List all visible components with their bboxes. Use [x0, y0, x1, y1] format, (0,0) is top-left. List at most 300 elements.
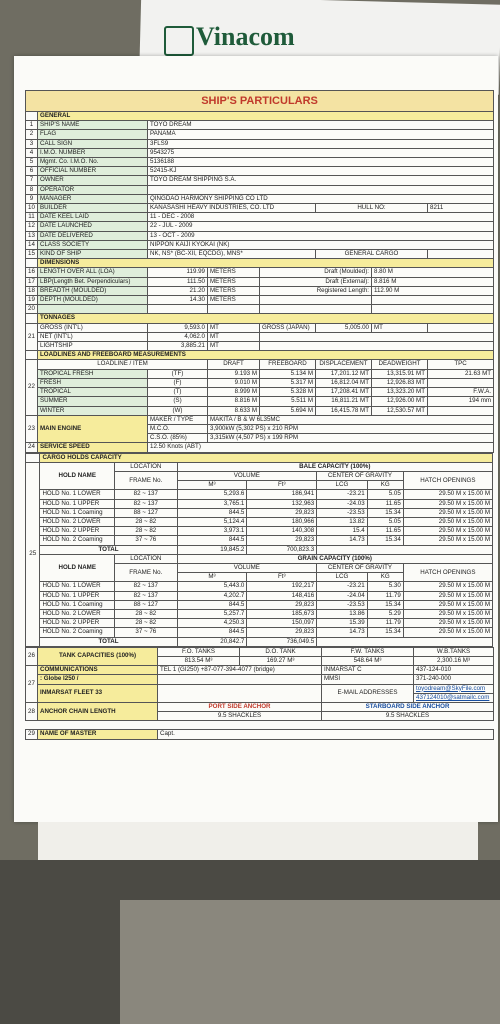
- field-label: CLASS SOCIETY: [38, 240, 148, 249]
- m3-value: 5,257.7: [177, 609, 247, 618]
- loadline-value: 17,201.12 MT: [316, 369, 372, 378]
- row-number: 23: [26, 415, 38, 443]
- section-dimensions: DIMENSIONS: [38, 259, 494, 268]
- general-row: [26, 148, 494, 157]
- kg-value: 11.65: [367, 527, 403, 536]
- kg-value: 15.34: [367, 628, 403, 637]
- row-number: 3: [26, 139, 38, 148]
- loadline-value: 16,812.04 MT: [316, 378, 372, 387]
- loadline-code: (TF): [148, 369, 208, 378]
- volume-header: VOLUME: [177, 471, 317, 480]
- dimension-row: [26, 296, 494, 305]
- field-value: 11 - DEC - 2008: [148, 213, 494, 222]
- engine-value: MAKITA / B & W 6L35MC: [208, 415, 494, 424]
- capacity-title: GRAIN CAPACITY (100%): [177, 554, 492, 563]
- lightship-label: LIGHTSHIP: [38, 342, 148, 351]
- field-label: KIND OF SHIP: [38, 250, 148, 259]
- draft-value: [372, 305, 494, 314]
- general-row: [26, 250, 494, 259]
- loadline-value: 5.317 M: [260, 378, 316, 387]
- loadline-row: [26, 397, 494, 406]
- mmsi-value: 371-240-000: [414, 675, 494, 684]
- kg-value: 15.34: [367, 536, 403, 545]
- loadline-value: 12,926.00 MT: [372, 397, 428, 406]
- loadline-code: (T): [148, 388, 208, 397]
- dimension-value: [148, 305, 208, 314]
- general-row: [26, 231, 494, 240]
- hold-name: HOLD No. 1 LOWER: [40, 490, 115, 499]
- frame-value: 82 ~ 137: [115, 490, 178, 499]
- lightship-value: 3,885.21: [148, 342, 208, 351]
- page-title: SHIP'S PARTICULARS: [26, 91, 494, 112]
- frame-header: FRAME No.: [115, 563, 178, 581]
- hatch-value: 29.50 M x 15.00 M: [403, 628, 492, 637]
- communications-sub2: INMARSAT FLEET 33: [38, 684, 158, 702]
- hold-name-header: HOLD NAME: [40, 462, 115, 490]
- dimension-label: [38, 305, 148, 314]
- hold-name: HOLD No. 1 UPPER: [40, 591, 115, 600]
- master-value: Capt.: [158, 730, 494, 739]
- company-logo-text: Vinacom: [196, 22, 295, 51]
- m3-value: 5,293.6: [177, 490, 247, 499]
- general-row: [26, 130, 494, 139]
- loadline-name: TROPICAL FRESH: [38, 369, 148, 378]
- dimension-unit: METERS: [208, 268, 260, 277]
- field-label: OWNER: [38, 176, 148, 185]
- kg-value: 5.05: [367, 517, 403, 526]
- section-tonnages: TONNAGES: [38, 314, 494, 323]
- hold-row: [26, 536, 493, 545]
- kg-value: 15.34: [367, 600, 403, 609]
- ft3-header: Ft³: [247, 573, 317, 582]
- hold-row: [26, 600, 493, 609]
- dimension-unit: METERS: [208, 286, 260, 295]
- draft-label: Draft (External):: [260, 277, 372, 286]
- m3-value: 4,250.3: [177, 619, 247, 628]
- loadline-code: (F): [148, 378, 208, 387]
- engine-row: [26, 415, 494, 424]
- field-value: NK, NS* (BC-XII, EQCDG), MNS*: [148, 250, 316, 259]
- hold-name: HOLD No. 1 Coaming: [40, 600, 115, 609]
- communications-label: COMMUNICATIONS: [38, 666, 158, 675]
- kg-value: 11.79: [367, 591, 403, 600]
- loadline-code: (S): [148, 397, 208, 406]
- loadline-value: [428, 378, 494, 387]
- ft3-value: 29,823: [247, 536, 317, 545]
- loadline-row: [26, 378, 494, 387]
- gross-jp-value: 5,005.00: [316, 323, 372, 332]
- loadline-code: (W): [148, 406, 208, 415]
- ft3-value: 29,823: [247, 508, 317, 517]
- row-number: 10: [26, 204, 38, 213]
- mmsi-label: MMSI: [322, 675, 414, 684]
- net-unit: MT: [208, 332, 260, 341]
- engine-value: 3,315kW (4,507 PS) x 199 RPM: [208, 434, 494, 443]
- loadline-value: 16,811.21 MT: [316, 397, 372, 406]
- hatch-value: 29.50 M x 15.00 M: [403, 527, 492, 536]
- m3-header: M³: [177, 481, 247, 490]
- dimension-label: LENGTH OVER ALL (LOA): [38, 268, 148, 277]
- hold-row: [26, 628, 493, 637]
- background-desk: [120, 900, 500, 1024]
- hold-row: [26, 517, 493, 526]
- hold-name: HOLD No. 2 UPPER: [40, 527, 115, 536]
- field-label: SHIP'S NAME: [38, 121, 148, 130]
- lcg-value: -24.03: [317, 499, 368, 508]
- master-label: NAME OF MASTER: [38, 730, 158, 739]
- m3-value: 844.5: [177, 600, 247, 609]
- kg-value: 5.30: [367, 582, 403, 591]
- row-number: 25: [26, 462, 40, 646]
- engine-value: 3,900kW (5,302 PS) x 210 RPM: [208, 424, 494, 433]
- email-link-1[interactable]: toyodream@SkyFile.com: [414, 684, 494, 693]
- total-ft3: 736,049.5: [247, 637, 317, 646]
- ft3-value: 148,416: [247, 591, 317, 600]
- hold-name: HOLD No. 1 LOWER: [40, 582, 115, 591]
- row-number: 21: [26, 323, 38, 351]
- company-logo-icon: [164, 26, 194, 56]
- row-number: 9: [26, 194, 38, 203]
- dimension-row: [26, 286, 494, 295]
- row-number: 14: [26, 240, 38, 249]
- field-value: 3FLS9: [148, 139, 494, 148]
- field-value: 5136188: [148, 158, 494, 167]
- general-row: [26, 176, 494, 185]
- cargo-table: [25, 453, 493, 647]
- fo-tanks-header: F.O. TANKS: [158, 647, 240, 656]
- kg-value: 5.05: [367, 490, 403, 499]
- field-label: DATE DELIVERED: [38, 231, 148, 240]
- hatch-value: 29.50 M x 15.00 M: [403, 609, 492, 618]
- email-link-2[interactable]: 437124010@satmailc.com: [414, 693, 494, 702]
- lcg-header: LCG: [317, 573, 368, 582]
- engine-key: C.S.O. (85%): [148, 434, 208, 443]
- loadline-value: 17,208.41 MT: [316, 388, 372, 397]
- loadline-value: 21.63 MT: [428, 369, 494, 378]
- ft3-value: 186,941: [247, 490, 317, 499]
- general-row: [26, 121, 494, 130]
- lcg-value: -23.21: [317, 490, 368, 499]
- engine-key: M.C.O.: [148, 424, 208, 433]
- hold-row: [26, 527, 493, 536]
- frame-value: 88 ~ 127: [115, 600, 178, 609]
- kg-header: KG: [367, 573, 403, 582]
- hold-row: [26, 582, 493, 591]
- draft-value: 112.90 M: [372, 286, 494, 295]
- kg-value: 15.34: [367, 508, 403, 517]
- hatch-value: 29.50 M x 15.00 M: [403, 499, 492, 508]
- row-number: 15: [26, 250, 38, 259]
- dimension-value: 119.99: [148, 268, 208, 277]
- loadline-row: [26, 369, 494, 378]
- row-number: 27: [26, 666, 38, 703]
- dimension-row: [26, 268, 494, 277]
- loadline-value: 5.328 M: [260, 388, 316, 397]
- frame-value: 88 ~ 127: [115, 508, 178, 517]
- hatch-value: 29.50 M x 15.00 M: [403, 600, 492, 609]
- field-value: TOYO DREAM SHIPPING S.A.: [148, 176, 494, 185]
- m3-value: 5,124.4: [177, 517, 247, 526]
- section-general: GENERAL: [38, 112, 494, 121]
- kg-value: 5.29: [367, 609, 403, 618]
- ft3-value: 150,097: [247, 619, 317, 628]
- row-number: 24: [26, 443, 38, 452]
- m3-header: M³: [177, 573, 247, 582]
- gross-unit: MT: [208, 323, 260, 332]
- gross-label: GROSS (INT'L): [38, 323, 148, 332]
- field-extra-label: HULL NO:: [316, 204, 428, 213]
- ft3-value: 185,673: [247, 609, 317, 618]
- m3-value: 4,202.7: [177, 591, 247, 600]
- location-header: LOCATION: [115, 554, 178, 563]
- loadline-name: FRESH: [38, 378, 148, 387]
- draft-label: Draft (Moulded):: [260, 268, 372, 277]
- m3-value: 3,765.1: [177, 499, 247, 508]
- field-value: QINGDAO HARMONY SHIPPING CO LTD: [148, 194, 494, 203]
- loadline-value: 9.193 M: [208, 369, 260, 378]
- row-number: 22: [26, 360, 38, 415]
- row-number: 2: [26, 130, 38, 139]
- hold-name: HOLD No. 2 Coaming: [40, 628, 115, 637]
- loadline-value: 16,415.78 MT: [316, 406, 372, 415]
- loadline-value: 8.999 M: [208, 388, 260, 397]
- capacity-title: BALE CAPACITY (100%): [177, 462, 492, 471]
- loadline-header: DRAFT: [208, 360, 260, 369]
- ft3-value: 180,966: [247, 517, 317, 526]
- ft3-value: 192,217: [247, 582, 317, 591]
- inmarsat-c-label: INMARSAT C: [322, 666, 414, 675]
- row-number: 28: [26, 703, 38, 721]
- total-label: TOTAL: [40, 545, 177, 554]
- general-row: [26, 222, 494, 231]
- hold-name-header: HOLD NAME: [40, 554, 115, 582]
- lcg-value: 15.4: [317, 527, 368, 536]
- lcg-value: 14.73: [317, 536, 368, 545]
- do-tank-value: 169.27 M³: [240, 656, 322, 665]
- dimension-row: [26, 305, 494, 314]
- lcg-value: -24.04: [317, 591, 368, 600]
- particulars-table: [25, 90, 494, 453]
- net-label: NET (INT'L): [38, 332, 148, 341]
- general-row: [26, 167, 494, 176]
- lcg-value: -23.53: [317, 600, 368, 609]
- hold-row: [26, 591, 493, 600]
- hold-row: [26, 609, 493, 618]
- field-value: KANASASHI HEAVY INDUSTRIES, CO. LTD: [148, 204, 316, 213]
- field-extra-value: [428, 250, 494, 259]
- hatch-header: HATCH OPENINGS: [403, 471, 492, 489]
- hatch-value: 29.50 M x 15.00 M: [403, 536, 492, 545]
- anchor-chain-label: ANCHOR CHAIN LENGTH: [38, 703, 158, 721]
- total-label: TOTAL: [40, 637, 177, 646]
- m3-value: 3,973.1: [177, 527, 247, 536]
- frame-value: 28 ~ 82: [115, 517, 178, 526]
- row-number: 12: [26, 222, 38, 231]
- dimension-row: [26, 277, 494, 286]
- general-row: [26, 194, 494, 203]
- row-number: 8: [26, 185, 38, 194]
- row-number: 16: [26, 268, 38, 277]
- dimension-label: LBP(Length Bet. Perpendiculars): [38, 277, 148, 286]
- draft-value: 8.80 M: [372, 268, 494, 277]
- loadline-value: 8.633 M: [208, 406, 260, 415]
- field-value: 52415-KJ: [148, 167, 494, 176]
- starboard-anchor-label: STARBOARD SIDE ANCHOR: [322, 703, 494, 712]
- section-cargo: CARGO HOLDS CAPACITY: [40, 453, 493, 462]
- loadline-value: 8.816 M: [208, 397, 260, 406]
- field-label: BUILDER: [38, 204, 148, 213]
- loadline-header: LOADLINE / ITEM: [38, 360, 208, 369]
- loadline-name: TROPICAL: [38, 388, 148, 397]
- hatch-value: 29.50 M x 15.00 M: [403, 508, 492, 517]
- field-label: Mgmt. Co. I.M.O. No.: [38, 158, 148, 167]
- loadline-value: 5.511 M: [260, 397, 316, 406]
- m3-value: 844.5: [177, 628, 247, 637]
- field-label: I.M.O. NUMBER: [38, 148, 148, 157]
- loadline-row: [26, 406, 494, 415]
- hatch-value: 29.50 M x 15.00 M: [403, 517, 492, 526]
- hold-row: [26, 619, 493, 628]
- field-label: OFFICIAL NUMBER: [38, 167, 148, 176]
- general-row: [26, 213, 494, 222]
- lcg-value: 13.82: [317, 517, 368, 526]
- net-value: 4,062.0: [148, 332, 208, 341]
- section-loadlines: LOADLINES AND FREEBOARD MEASUREMENTS: [38, 351, 494, 360]
- tank-capacities-label: TANK CAPACITIES (100%): [38, 647, 158, 665]
- hatch-value: 29.50 M x 15.00 M: [403, 619, 492, 628]
- lightship-unit: MT: [208, 342, 260, 351]
- loadline-value: 5.694 M: [260, 406, 316, 415]
- gross-jp-unit: MT: [372, 323, 428, 332]
- frame-value: 28 ~ 82: [115, 609, 178, 618]
- frame-value: 37 ~ 76: [115, 628, 178, 637]
- hold-row: [26, 490, 493, 499]
- loadline-value: 12,530.57 MT: [372, 406, 428, 415]
- communications-sub1: : Globe I250 /: [38, 675, 158, 684]
- frame-value: 28 ~ 82: [115, 619, 178, 628]
- lcg-value: -23.21: [317, 582, 368, 591]
- m3-value: 5,443.0: [177, 582, 247, 591]
- row-number: 4: [26, 148, 38, 157]
- lcg-header: LCG: [317, 481, 368, 490]
- wb-tanks-value: 2,300.16 M³: [414, 656, 494, 665]
- row-number: 26: [26, 647, 38, 665]
- lcg-value: 13.86: [317, 609, 368, 618]
- main-engine-label: MAIN ENGINE: [38, 415, 148, 443]
- field-label: DATE KEEL LAID: [38, 213, 148, 222]
- starboard-anchor-value: 9.5 SHACKLES: [322, 712, 494, 721]
- loadline-header: TPC: [428, 360, 494, 369]
- hold-row: [26, 499, 493, 508]
- field-value: 9543275: [148, 148, 494, 157]
- general-row: [26, 139, 494, 148]
- ft3-value: 29,823: [247, 628, 317, 637]
- loadline-row: [26, 388, 494, 397]
- general-row: [26, 158, 494, 167]
- row-number: 13: [26, 231, 38, 240]
- m3-value: 844.5: [177, 536, 247, 545]
- hold-row: [26, 508, 493, 517]
- loadline-value: 13,323.20 MT: [372, 388, 428, 397]
- bottom-table: [25, 647, 494, 740]
- loadline-header: FREEBOARD: [260, 360, 316, 369]
- row-number: 5: [26, 158, 38, 167]
- general-row: [26, 185, 494, 194]
- loadline-header: DISPLACEMENT: [316, 360, 372, 369]
- cog-header: CENTER OF GRAVITY: [317, 563, 404, 572]
- kg-header: KG: [367, 481, 403, 490]
- fw-tanks-value: 548.64 M³: [322, 656, 414, 665]
- general-row: [26, 240, 494, 249]
- lcg-value: 14.73: [317, 628, 368, 637]
- ship-particulars-sheet: [25, 90, 493, 740]
- dimension-unit: METERS: [208, 277, 260, 286]
- blank-cell: [317, 637, 493, 646]
- draft-label: [260, 305, 372, 314]
- loadline-value: 13,315.91 MT: [372, 369, 428, 378]
- field-label: DATE LAUNCHED: [38, 222, 148, 231]
- row-number: 18: [26, 286, 38, 295]
- service-speed-value: 12.50 Knots (ABT): [148, 443, 494, 452]
- dimension-value: 111.50: [148, 277, 208, 286]
- hold-name: HOLD No. 2 Coaming: [40, 536, 115, 545]
- inmarsat-c-value: 437-124-010: [414, 666, 494, 675]
- lcg-value: -23.53: [317, 508, 368, 517]
- do-tank-header: D.O. TANK: [240, 647, 322, 656]
- loadline-value: 9.010 M: [208, 378, 260, 387]
- hold-name: HOLD No. 2 LOWER: [40, 517, 115, 526]
- row-number: 29: [26, 730, 38, 739]
- blank-cell: [317, 545, 493, 554]
- loadline-value: 5.134 M: [260, 369, 316, 378]
- field-label: OPERATOR: [38, 185, 148, 194]
- field-value: [148, 185, 494, 194]
- service-speed-label: SERVICE SPEED: [38, 443, 148, 452]
- field-value: 22 - JUL - 2009: [148, 222, 494, 231]
- row-number: 19: [26, 296, 38, 305]
- draft-value: [372, 296, 494, 305]
- total-m3: 19,845.2: [177, 545, 247, 554]
- kg-value: 11.79: [367, 619, 403, 628]
- fw-tanks-header: F.W. TANKS: [322, 647, 414, 656]
- dimension-label: BREADTH (MOULDED): [38, 286, 148, 295]
- wb-tanks-header: W.B.TANKS: [414, 647, 494, 656]
- field-label: MANAGER: [38, 194, 148, 203]
- row-number: 1: [26, 121, 38, 130]
- dimension-unit: METERS: [208, 296, 260, 305]
- hatch-value: 29.50 M x 15.00 M: [403, 490, 492, 499]
- field-label: FLAG: [38, 130, 148, 139]
- draft-label: Registered Length:: [260, 286, 372, 295]
- row-number: 20: [26, 305, 38, 314]
- field-value: 13 - OCT - 2009: [148, 231, 494, 240]
- row-number: 17: [26, 277, 38, 286]
- lower-paper: [38, 822, 478, 860]
- field-label: CALL SIGN: [38, 139, 148, 148]
- port-anchor-value: 9.5 SHACKLES: [158, 712, 322, 721]
- field-extra-label: GENERAL CARGO: [316, 250, 428, 259]
- ft3-value: 140,308: [247, 527, 317, 536]
- total-m3: 20,842.7: [177, 637, 247, 646]
- hold-name: HOLD No. 2 LOWER: [40, 609, 115, 618]
- hold-name: HOLD No. 1 Coaming: [40, 508, 115, 517]
- loadline-value: F.W.A.: [428, 388, 494, 397]
- total-ft3: 700,823.3: [247, 545, 317, 554]
- gross-value: 9,593.0: [148, 323, 208, 332]
- volume-header: VOLUME: [177, 563, 317, 572]
- field-value: TOYO DREAM: [148, 121, 494, 130]
- dimension-value: 14.30: [148, 296, 208, 305]
